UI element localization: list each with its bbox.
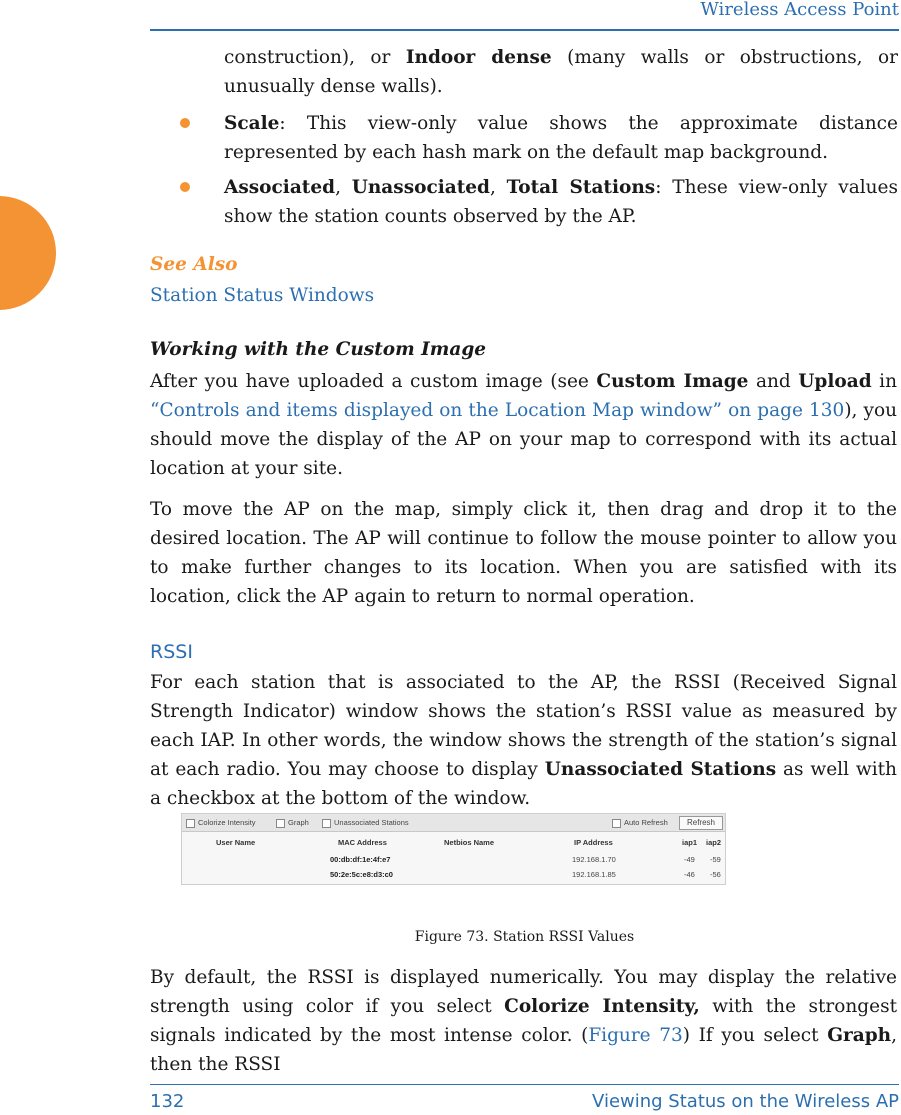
bold-term: Colorize Intensity, [504, 996, 700, 1017]
figure-73-link[interactable]: Figure 73 [588, 1025, 683, 1046]
checkbox-icon [276, 819, 285, 828]
checkbox-label: Colorize Intensity [198, 818, 256, 827]
auto-refresh-checkbox[interactable] [612, 818, 668, 828]
col-mac-address: MAC Address [338, 838, 387, 847]
running-title: Wireless Access Point [700, 0, 899, 20]
checkbox-icon [612, 819, 621, 828]
bullet-term: Scale [224, 113, 280, 134]
refresh-button[interactable]: Refresh [679, 816, 723, 830]
row-iap2: -56 [710, 870, 721, 879]
row-iap2: -59 [710, 855, 721, 864]
see-also-links [150, 281, 897, 310]
row-iap1: -49 [684, 855, 695, 864]
text: , then the RSSI [150, 1025, 897, 1075]
page-header [150, 0, 899, 31]
row-iap1: -46 [684, 870, 695, 879]
section-heading: Working with the Custom Image [150, 339, 487, 360]
bullet-term: Total Stations [506, 177, 656, 198]
row-ip: 192.168.1.70 [572, 855, 616, 864]
colorize-intensity-checkbox[interactable] [186, 818, 256, 828]
row-mac[interactable]: 50:2e:5c:e8:d3:c0 [330, 870, 393, 879]
station-status-windows-link[interactable]: Station Status Windows [150, 285, 375, 306]
col-iap2: iap2 [706, 838, 722, 847]
col-iap1: iap1 [682, 838, 698, 847]
text: ) If you select [682, 1025, 828, 1046]
separator: , [490, 177, 507, 198]
row-mac[interactable]: 00:db:df:1e:4f:e7 [330, 855, 391, 864]
text: ), you should move the display of the AP on your map to correspond with its actual location at your site. [150, 400, 898, 479]
text: By default, the RSSI is displayed numerically. You may display the relative strength using color if you select [150, 967, 897, 1017]
text: as well with a checkbox at the bottom of the window. [150, 759, 897, 809]
text: with the strongest signals indicated by the most intense color. ( [150, 996, 897, 1046]
bullet-icon [180, 182, 190, 192]
col-ip-address: IP Address [574, 838, 613, 847]
text: After you have uploaded a custom image (see [150, 371, 597, 392]
custom-image-paragraph-2: To move the AP on the map, simply click it, then drag and drop it to the desired location. The AP will continue to follow the mouse pointer to allow you to make further changes to its location. When you are satisfied with its location, click the AP again to return to normal operation. [150, 499, 897, 607]
col-user-name: User Name [216, 838, 256, 847]
col-netbios-name: Netbios Name [444, 838, 495, 847]
bold-term: Graph [827, 1025, 892, 1046]
intro-text: construction), or [224, 47, 406, 68]
rssi-heading: RSSI [150, 641, 193, 663]
separator: , [335, 177, 352, 198]
row-ip: 192.168.1.85 [572, 870, 616, 879]
figure-caption: Figure 73. Station RSSI Values [414, 929, 635, 945]
figure-toolbar [182, 814, 725, 832]
bullet-scale [224, 109, 898, 167]
closing-paragraph [150, 963, 897, 1079]
page-footer [150, 1084, 899, 1115]
graph-checkbox[interactable] [276, 818, 309, 828]
see-also-heading [150, 250, 897, 279]
bold-term: Upload [798, 371, 872, 392]
bullet-text: : This view-only value shows the approximate distance represented by each hash mark on the default map background. [224, 113, 898, 163]
intro-continuation [224, 43, 898, 101]
unassociated-stations-checkbox[interactable] [322, 818, 409, 828]
station-rssi-figure [181, 813, 726, 885]
checkbox-icon [186, 819, 195, 828]
text: and [748, 371, 799, 392]
bold-term: Unassociated Stations [544, 759, 777, 780]
bullet-term: Associated [224, 177, 336, 198]
custom-image-heading [150, 335, 897, 364]
footer-section-title: Viewing Status on the Wireless AP [592, 1091, 899, 1112]
checkbox-label: Unassociated Stations [334, 818, 409, 827]
intro-bold: Indoor dense [405, 47, 552, 68]
bullet-term: Unassociated [351, 177, 490, 198]
bullet-icon [180, 118, 190, 128]
text: For each station that is associated to the AP, the RSSI (Received Signal Strength Indicator) window shows the station’s RSSI value as measured by each IAP. In other words, the window shows the strength of the station’s signal at each radio. You may choose to display [150, 672, 897, 780]
controls-reference-link[interactable]: “Controls and items displayed on the Location Map window” on page 130 [150, 400, 845, 421]
bullet-stations [224, 173, 898, 231]
intro-text-rest: (many walls or obstructions, or unusually dense walls). [224, 47, 898, 97]
chapter-tab-marker [0, 196, 56, 310]
custom-image-paragraph-1 [150, 367, 897, 483]
bullet-text: : These view-only values show the station counts observed by the AP. [224, 177, 898, 227]
checkbox-icon [322, 819, 331, 828]
see-also-label: See Also [150, 254, 238, 275]
checkbox-label: Graph [288, 818, 309, 827]
checkbox-label: Auto Refresh [624, 818, 668, 827]
text: in [871, 371, 897, 392]
rssi-paragraph [150, 668, 897, 813]
bold-term: Custom Image [596, 371, 749, 392]
page-number: 132 [150, 1091, 185, 1112]
